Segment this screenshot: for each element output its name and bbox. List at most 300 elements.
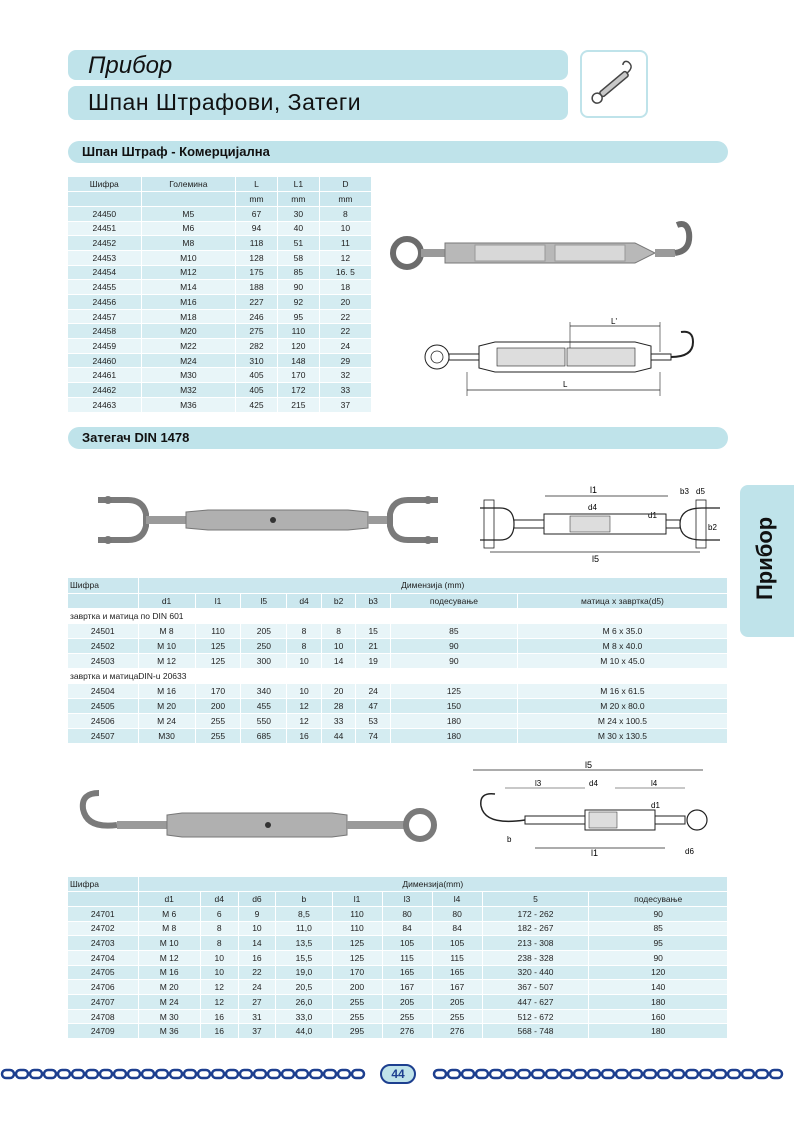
table-cell: 160 — [589, 1009, 728, 1024]
table-row — [68, 698, 728, 713]
table-cell: 405 — [236, 383, 278, 398]
dim-d1-label: d1 — [648, 511, 657, 520]
table-cell: 24453 — [68, 250, 141, 265]
chain-link — [100, 1070, 112, 1078]
table-cell: 170 — [195, 683, 241, 698]
chain-link — [518, 1070, 530, 1078]
table-row — [68, 921, 728, 936]
table-cell: 24460 — [68, 353, 141, 368]
chain-link — [338, 1070, 350, 1078]
table-cell: 20,5 — [276, 980, 332, 995]
chain-link — [324, 1070, 336, 1078]
table-row — [68, 368, 372, 383]
section-bar-commercial — [68, 141, 728, 163]
chain-link — [226, 1070, 238, 1078]
table-cell: 20 — [321, 683, 356, 698]
col-header: 5 — [482, 892, 589, 907]
table-cell: 24458 — [68, 324, 141, 339]
table-cell: 120 — [277, 339, 319, 354]
table-row — [68, 653, 728, 668]
table-cell: 26,0 — [276, 995, 332, 1010]
table-cell: 105 — [432, 936, 482, 951]
table-cell: 13,5 — [276, 936, 332, 951]
table-cell: 85 — [589, 921, 728, 936]
chain-link — [574, 1070, 586, 1078]
dim-l-label: L — [563, 380, 568, 389]
section-bar-din1478 — [68, 427, 728, 449]
table-cell: 512 - 672 — [482, 1009, 589, 1024]
table-cell: 10 — [200, 965, 238, 980]
table-cell: 16 — [238, 950, 276, 965]
table-cell: 24 — [319, 339, 371, 354]
table-cell: 110 — [332, 906, 382, 921]
table-cell: 51 — [277, 236, 319, 251]
table-cell: M 8 — [138, 623, 195, 638]
dim-d4-label: d4 — [588, 503, 597, 512]
table-cell: 227 — [236, 295, 278, 310]
table-body — [68, 206, 372, 412]
table-cell: 15,5 — [276, 950, 332, 965]
table-cell: 255 — [332, 995, 382, 1010]
table-cell: 53 — [356, 713, 391, 728]
table-cell: M6 — [141, 221, 235, 236]
table-cell: 10 — [287, 653, 322, 668]
table-cell: 33 — [319, 383, 371, 398]
table-body — [68, 608, 728, 743]
table-cell: 16 — [200, 1024, 238, 1039]
table-cell: M30 — [141, 368, 235, 383]
table-row — [68, 728, 728, 743]
hook-eye-table — [68, 877, 728, 1039]
table-cell: 37 — [238, 1024, 276, 1039]
chain-link — [630, 1070, 642, 1078]
table-cell: 85 — [390, 623, 517, 638]
table-cell: 24502 — [68, 638, 138, 653]
table-cell: 8 — [200, 936, 238, 951]
dim-l5-label: l5 — [592, 554, 600, 564]
table-cell: M 24 x 100.5 — [517, 713, 727, 728]
table-cell: 300 — [241, 653, 287, 668]
table-cell: 24503 — [68, 653, 138, 668]
dim-l1-label: l1 — [591, 848, 599, 858]
table-cell: 405 — [236, 368, 278, 383]
chain-link — [658, 1070, 670, 1078]
table-cell: 24507 — [68, 728, 138, 743]
chain-link — [770, 1070, 782, 1078]
table-cell: 24709 — [68, 1024, 138, 1039]
table-cell: 80 — [432, 906, 482, 921]
table-cell: M 16 x 61.5 — [517, 683, 727, 698]
col-header: Шифра — [68, 177, 141, 192]
table-cell: M 36 — [138, 1024, 200, 1039]
col-header: d4 — [287, 593, 322, 608]
chain-link — [560, 1070, 572, 1078]
table-cell: M 20 — [138, 698, 195, 713]
chain-link — [310, 1070, 322, 1078]
chain-link — [2, 1070, 14, 1078]
unit-cell: mm — [236, 192, 278, 207]
table-row — [68, 965, 728, 980]
table-cell: 167 — [382, 980, 432, 995]
table-row — [68, 995, 728, 1010]
turnbuckle-hook-eye-photo — [72, 783, 452, 863]
chain-link — [58, 1070, 70, 1078]
table-cell: M 24 — [138, 713, 195, 728]
table-cell: M14 — [141, 280, 235, 295]
table-cell: 167 — [432, 980, 482, 995]
table-cell: M32 — [141, 383, 235, 398]
table-row — [68, 206, 372, 221]
table-cell: M 10 — [138, 638, 195, 653]
table-cell: 84 — [432, 921, 482, 936]
table-cell: 255 — [195, 728, 241, 743]
table-cell: 15 — [356, 623, 391, 638]
table-cell: 170 — [332, 965, 382, 980]
dim-l4-label: l4 — [651, 779, 658, 788]
chain-link — [128, 1070, 140, 1078]
col-header: l4 — [432, 892, 482, 907]
table-cell: 14 — [321, 653, 356, 668]
table-cell: M 12 — [138, 950, 200, 965]
table-cell: 16 — [200, 1009, 238, 1024]
table-cell: M 8 x 40.0 — [517, 638, 727, 653]
col-header-row — [68, 892, 728, 907]
col-header: L — [236, 177, 278, 192]
section-title: Затегач DIN 1478 — [82, 430, 190, 445]
chain-link — [114, 1070, 126, 1078]
chain-link — [16, 1070, 28, 1078]
table-row — [68, 353, 372, 368]
chain-link — [672, 1070, 684, 1078]
table-cell: 8,5 — [276, 906, 332, 921]
table-cell: M20 — [141, 324, 235, 339]
table-cell: M 20 x 80.0 — [517, 698, 727, 713]
table-cell: M 10 x 45.0 — [517, 653, 727, 668]
table-cell: M18 — [141, 309, 235, 324]
table-cell: 12 — [200, 980, 238, 995]
table-cell: 120 — [589, 965, 728, 980]
table-row — [68, 713, 728, 728]
chain-link — [282, 1070, 294, 1078]
col-header: подесување — [390, 593, 517, 608]
table-row — [68, 339, 372, 354]
table-row — [68, 936, 728, 951]
table-cell: 8 — [321, 623, 356, 638]
table-cell: 685 — [241, 728, 287, 743]
chain-link — [714, 1070, 726, 1078]
table-row — [68, 1024, 728, 1039]
chain-link — [268, 1070, 280, 1078]
table-cell: 90 — [277, 280, 319, 295]
table-row — [68, 250, 372, 265]
table-cell: 170 — [277, 368, 319, 383]
table-cell: 24506 — [68, 713, 138, 728]
dim-d5-label: d5 — [696, 487, 705, 496]
table-cell: 95 — [277, 309, 319, 324]
table-cell: M30 — [138, 728, 195, 743]
chain-link — [44, 1070, 56, 1078]
table-cell: 40 — [277, 221, 319, 236]
table-row — [68, 638, 728, 653]
chain-link — [588, 1070, 600, 1078]
subheading-row — [68, 668, 728, 683]
table-cell: 24457 — [68, 309, 141, 324]
table-cell: 24706 — [68, 980, 138, 995]
chain-link — [296, 1070, 308, 1078]
table-cell: 27 — [238, 995, 276, 1010]
table-cell: 320 - 440 — [482, 965, 589, 980]
table-row — [68, 280, 372, 295]
table-cell: 58 — [277, 250, 319, 265]
table-cell: M 12 — [138, 653, 195, 668]
table-cell: 205 — [241, 623, 287, 638]
table-cell: 115 — [382, 950, 432, 965]
commercial-turnbuckle-drawing — [415, 312, 715, 402]
table-cell: 67 — [236, 206, 278, 221]
table-cell: 165 — [432, 965, 482, 980]
table-cell: 28 — [321, 698, 356, 713]
chain-link — [616, 1070, 628, 1078]
table-cell: 200 — [195, 698, 241, 713]
chain-link — [142, 1070, 154, 1078]
side-tab-label: Прибор — [752, 516, 777, 600]
dim-l1-label: L' — [611, 317, 617, 326]
table-cell: 24504 — [68, 683, 138, 698]
table-row — [68, 221, 372, 236]
chain-link — [72, 1070, 84, 1078]
table-cell: 90 — [390, 638, 517, 653]
table-cell: 367 - 507 — [482, 980, 589, 995]
chain-link — [756, 1070, 768, 1078]
table-cell: 180 — [390, 728, 517, 743]
table-cell: 22 — [238, 965, 276, 980]
table-cell: 24456 — [68, 295, 141, 310]
table-cell: 282 — [236, 339, 278, 354]
table-cell: 19 — [356, 653, 391, 668]
dimension-header: Димензија (mm) — [138, 578, 728, 593]
table-cell: 310 — [236, 353, 278, 368]
unit-cell: mm — [277, 192, 319, 207]
table-cell: 180 — [390, 713, 517, 728]
table-cell: 24451 — [68, 221, 141, 236]
dim-b-label: b — [507, 835, 512, 844]
chain-link — [742, 1070, 754, 1078]
col-header: d4 — [200, 892, 238, 907]
table-cell: 21 — [356, 638, 391, 653]
table-cell: 90 — [589, 906, 728, 921]
table-row — [68, 309, 372, 324]
table-cell: 180 — [589, 1024, 728, 1039]
table-cell: 125 — [332, 950, 382, 965]
table-cell: 125 — [332, 936, 382, 951]
chain-link — [546, 1070, 558, 1078]
page-number: 44 — [380, 1064, 416, 1084]
col-header: L1 — [277, 177, 319, 192]
table-cell: 24705 — [68, 965, 138, 980]
table-cell: 47 — [356, 698, 391, 713]
table-cell: 24 — [356, 683, 391, 698]
col-header: d1 — [138, 892, 200, 907]
table-cell: 110 — [332, 921, 382, 936]
table-cell: 455 — [241, 698, 287, 713]
turnbuckle-jaw-jaw-photo — [88, 488, 448, 558]
table-cell: 125 — [390, 683, 517, 698]
col-header: подесување — [589, 892, 728, 907]
table-cell: M16 — [141, 295, 235, 310]
chain-link — [30, 1070, 42, 1078]
col-header: d1 — [138, 593, 195, 608]
table-cell: 44 — [321, 728, 356, 743]
chain-decoration-right-icon — [432, 1066, 794, 1082]
table-cell: 118 — [236, 236, 278, 251]
chain-link — [156, 1070, 168, 1078]
table-cell: M 6 x 35.0 — [517, 623, 727, 638]
table-cell: 80 — [382, 906, 432, 921]
category-header — [68, 50, 568, 80]
table-cell: 24704 — [68, 950, 138, 965]
table-cell: 24701 — [68, 906, 138, 921]
table-cell: 74 — [356, 728, 391, 743]
chain-link — [212, 1070, 224, 1078]
chain-link — [184, 1070, 196, 1078]
table-cell: 24454 — [68, 265, 141, 280]
table-cell: 16 — [287, 728, 322, 743]
table-cell: 24455 — [68, 280, 141, 295]
table-row — [68, 324, 372, 339]
table-cell: 215 — [277, 397, 319, 412]
table-cell: 425 — [236, 397, 278, 412]
table-cell: 24702 — [68, 921, 138, 936]
col-header — [68, 892, 138, 907]
table-cell: 276 — [432, 1024, 482, 1039]
table-cell: 255 — [382, 1009, 432, 1024]
table-cell: 24703 — [68, 936, 138, 951]
table-cell: 33 — [321, 713, 356, 728]
table-cell: 12 — [287, 713, 322, 728]
table-cell: 30 — [277, 206, 319, 221]
table-cell: 24461 — [68, 368, 141, 383]
hook-eye-drawing — [465, 760, 725, 860]
col-header-row — [68, 593, 728, 608]
col-header: Големина — [141, 177, 235, 192]
table-cell: M 6 — [138, 906, 200, 921]
chain-link — [532, 1070, 544, 1078]
table-cell: 10 — [200, 950, 238, 965]
dimension-header: Димензија(mm) — [138, 877, 728, 892]
table-cell: 10 — [238, 921, 276, 936]
table-cell: 9 — [238, 906, 276, 921]
dim-l1-label: l1 — [590, 485, 598, 495]
page-title: Шпан Штрафови, Затеги — [88, 89, 362, 115]
table-cell: 188 — [236, 280, 278, 295]
table-cell: 90 — [589, 950, 728, 965]
chain-link — [490, 1070, 502, 1078]
table-cell: 205 — [432, 995, 482, 1010]
table-cell: 8 — [200, 921, 238, 936]
table-row — [68, 236, 372, 251]
table-cell: M 30 x 130.5 — [517, 728, 727, 743]
col-header: d6 — [238, 892, 276, 907]
table-cell: 85 — [277, 265, 319, 280]
table-cell: 10 — [321, 638, 356, 653]
table-cell: 44,0 — [276, 1024, 332, 1039]
table-cell: 182 - 267 — [482, 921, 589, 936]
table-cell: M10 — [141, 250, 235, 265]
chain-link — [240, 1070, 252, 1078]
table-cell: 8 — [287, 638, 322, 653]
chain-link — [476, 1070, 488, 1078]
table-cell: 8 — [287, 623, 322, 638]
table-cell: M36 — [141, 397, 235, 412]
col-header: l1 — [332, 892, 382, 907]
table-cell: 24501 — [68, 623, 138, 638]
chain-link — [170, 1070, 182, 1078]
chain-link — [434, 1070, 446, 1078]
table-cell: 19,0 — [276, 965, 332, 980]
table-cell: 140 — [589, 980, 728, 995]
table-cell: 200 — [332, 980, 382, 995]
col-header-code: Шифра — [68, 877, 138, 892]
table-cell: 128 — [236, 250, 278, 265]
table-cell: 32 — [319, 368, 371, 383]
table-row — [68, 906, 728, 921]
table-cell: 250 — [241, 638, 287, 653]
chain-link — [686, 1070, 698, 1078]
table-cell: 84 — [382, 921, 432, 936]
dim-l3-label: l3 — [535, 779, 542, 788]
table-row — [68, 265, 372, 280]
table-cell: 12 — [287, 698, 322, 713]
table-cell: 276 — [382, 1024, 432, 1039]
chain-link — [644, 1070, 656, 1078]
table-cell: 172 — [277, 383, 319, 398]
table-cell: 148 — [277, 353, 319, 368]
chain-link — [86, 1070, 98, 1078]
table-row — [68, 980, 728, 995]
table-cell: 12 — [319, 250, 371, 265]
chain-link — [352, 1070, 364, 1078]
dim-d6-label: d6 — [685, 847, 694, 856]
subheading-row — [68, 608, 728, 623]
chain-link — [728, 1070, 740, 1078]
chain-decoration-left-icon — [0, 1066, 370, 1082]
table-cell: M22 — [141, 339, 235, 354]
table-cell: 24459 — [68, 339, 141, 354]
col-header: b — [276, 892, 332, 907]
table-cell: M 20 — [138, 980, 200, 995]
table-cell: 24452 — [68, 236, 141, 251]
table-row — [68, 623, 728, 638]
col-header — [68, 593, 138, 608]
table-cell: M8 — [141, 236, 235, 251]
turnbuckle-eye-hook-photo — [385, 215, 725, 295]
table-cell: 550 — [241, 713, 287, 728]
table-cell: M 16 — [138, 683, 195, 698]
table-cell: M 10 — [138, 936, 200, 951]
table-cell: 22 — [319, 309, 371, 324]
dim-d4-label: d4 — [589, 779, 598, 788]
table-cell: 6 — [200, 906, 238, 921]
table-cell: 95 — [589, 936, 728, 951]
table-cell: 14 — [238, 936, 276, 951]
table-cell: 255 — [432, 1009, 482, 1024]
table-cell: 238 - 328 — [482, 950, 589, 965]
page-title-bar — [68, 86, 568, 120]
table-row — [68, 1009, 728, 1024]
table-cell: 24450 — [68, 206, 141, 221]
col-header-code: Шифра — [68, 578, 138, 593]
unit-cell — [68, 192, 141, 207]
